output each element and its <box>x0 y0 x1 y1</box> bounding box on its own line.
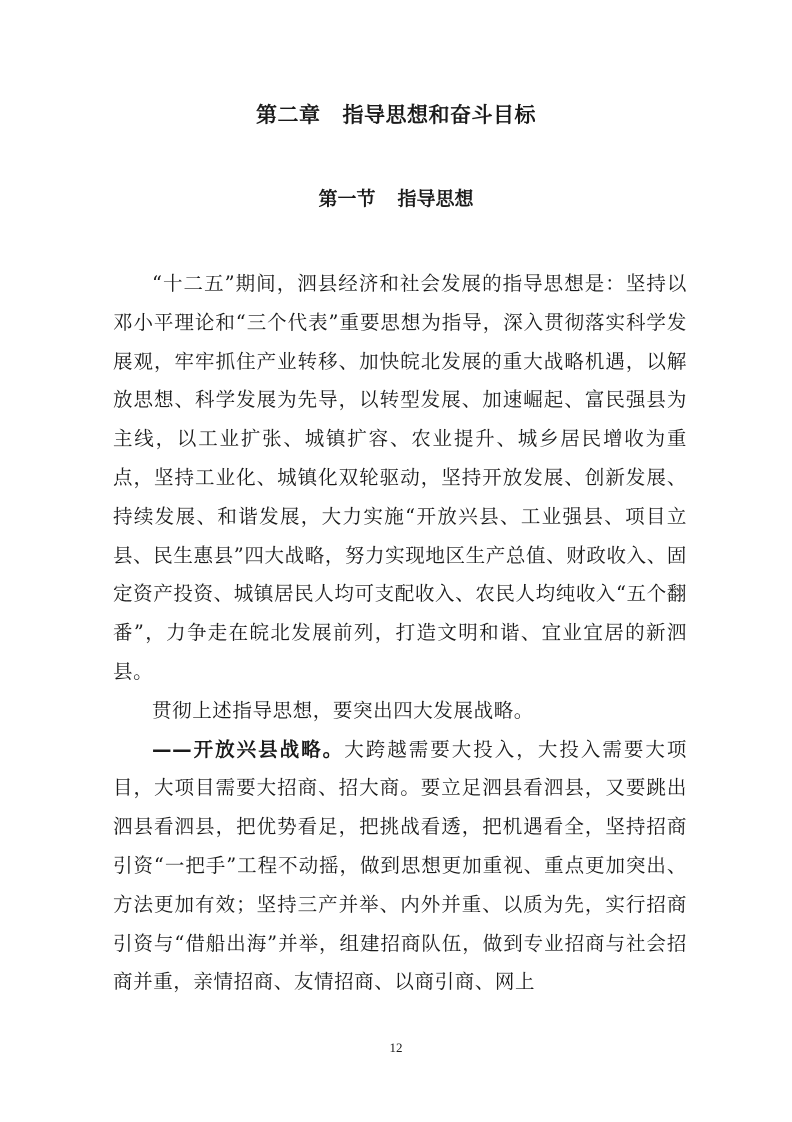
strategy-heading: ——开放兴县战略。 <box>152 737 345 761</box>
document-body <box>113 265 687 1002</box>
paragraph-open-strategy <box>113 731 687 1003</box>
paragraph-four-strategies-intro: 贯彻上述指导思想，要突出四大发展战略。 <box>152 698 534 722</box>
chapter-title-text: 指导思想和奋斗目标 <box>342 103 536 127</box>
strategy-body: 大跨越需要大投入，大投入需要大项目，大项目需要大招商、招大商。要立足泗县看泗县，又要跳出泗县看泗县，把优势看足，把挑战看透，把机遇看全，坚持招商引资“一把手”工程不动摇，做到思想更加重视、重点更加突出、方法更加有效；坚持三产并举、内外并重、以质为先，实行招商引资与“借船出海”并举，组建招商队伍，做到专业招商与社会招商并重，亲情招商、友情招商、以商引商、网上 <box>113 737 687 994</box>
section-title <box>0 184 792 214</box>
chapter-number: 第二章 <box>256 103 321 127</box>
paragraph-guiding-thought: “十二五”期间，泗县经济和社会发展的指导思想是：坚持以邓小平理论和“三个代表”重要思想为指导，深入贯彻落实科学发展观，牢牢抓住产业转移、加快皖北发展的重大战略机遇，以解放思想、科学发展为先导，以转型发展、加速崛起、富民强县为主线，以工业扩张、城镇扩容、农业提升、城乡居民增收为重点，坚持工业化、城镇化双轮驱动，坚持开放发展、创新发展、持续发展、和谐发展，大力实施“开放兴县、工业强县、项目立县、民生惠县”四大战略，努力实现地区生产总值、财政收入、固定资产投资、城镇居民人均可支配收入、农民人均纯收入“五个翻番”，力争走在皖北发展前列，打造文明和谐、宜业宜居的新泗县。 <box>113 272 687 683</box>
chapter-title <box>0 100 792 130</box>
page-number: 12 <box>389 1040 403 1055</box>
section-title-text: 指导思想 <box>397 188 474 210</box>
section-number: 第一节 <box>318 188 376 210</box>
